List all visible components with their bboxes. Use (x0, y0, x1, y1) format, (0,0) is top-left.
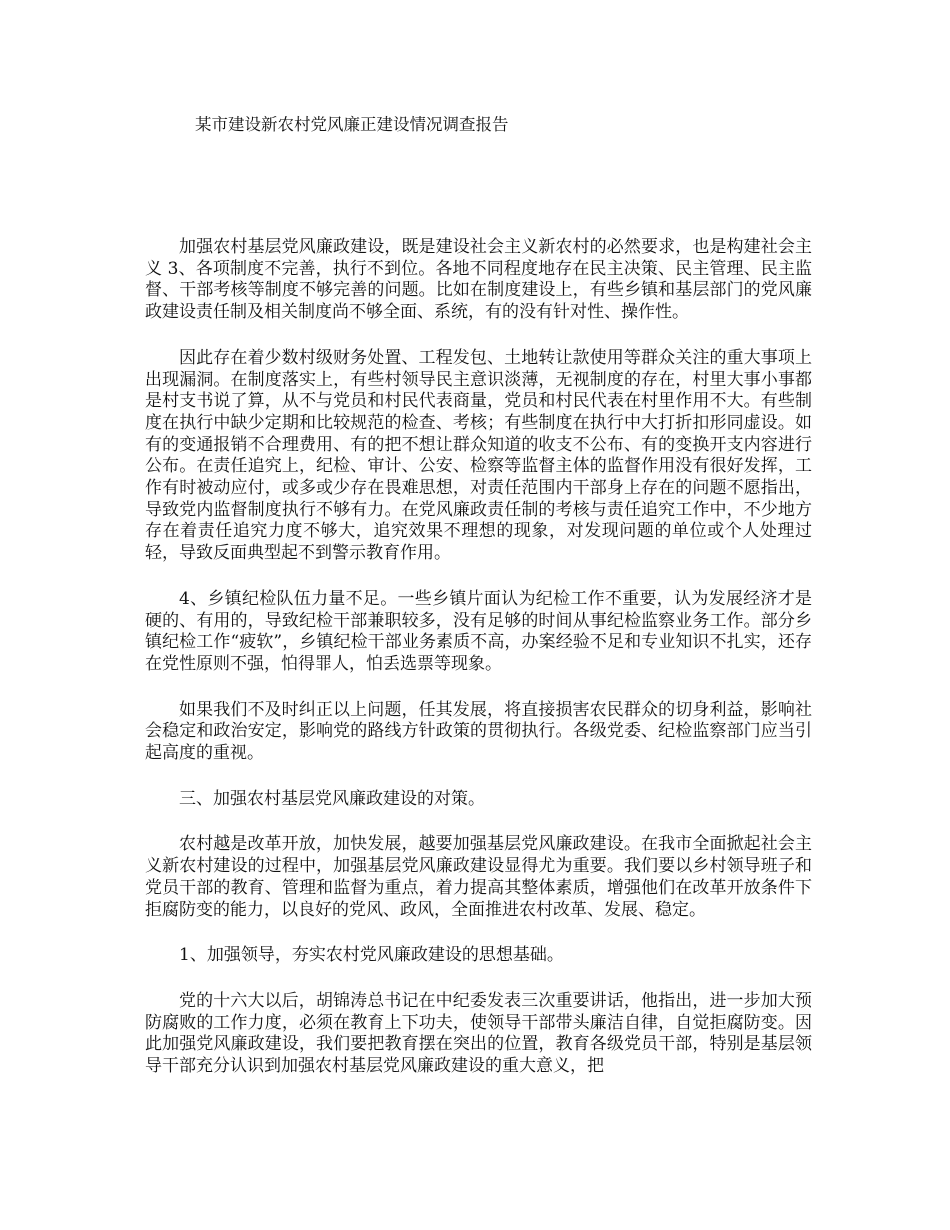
paragraph-4: 如果我们不及时纠正以上问题，任其发展，将直接损害农民群众的切身利益，影响社会稳定和政治安定，影响党的路线方针政策的贯彻执行。各级党委、纪检监察部门应当引起高度的重视。 (145, 699, 812, 764)
paragraph-3: 4、乡镇纪检队伍力量不足。一些乡镇片面认为纪检工作不重要，认为发展经济才是硬的、有用的，导致纪检干部兼职较多，没有足够的时间从事纪检监察业务工作。部分乡镇纪检工作“疲软”，乡镇纪检干部业务素质不高，办案经验不足和专业知识不扎实，还存在党性原则不强，怕得罪人，怕丢选票等现象。 (145, 588, 812, 674)
paragraph-2: 因此存在着少数村级财务处置、工程发包、土地转让款使用等群众关注的重大事项上出现漏洞。在制度落实上，有些村领导民主意识淡薄，无视制度的存在，村里大事小事都是村支书说了算，从不与党员和村民代表商量，党员和村民代表在村里作用不大。有些制度在执行中缺少定期和比较规范的检查、考核；有些制度在执行中大打折扣形同虚设。如有的变通报销不合理费用、有的把不想让群众知道的收支不公布、有的变换开支内容进行公布。在责任追究上，纪检、审计、公安、检察等监督主体的监督作用没有很好发挥，工作有时被动应付，或多或少存在畏难思想，对责任范围内干部身上存在的问题不愿指出，导致党内监督制度执行不够有力。在党风廉政责任制的考核与责任追究工作中，不少地方存在着责任追究力度不够大，追究效果不理想的现象，对发现问题的单位或个人处理过轻，导致反面典型起不到警示教育作用。 (145, 347, 812, 564)
paragraph-6: 农村越是改革开放，加快发展，越要加强基层党风廉政建设。在我市全面掀起社会主义新农村建设的过程中，加强基层党风廉政建设显得尤为重要。我们要以乡村领导班子和党员干部的教育、管理和监督为重点，着力提高其整体素质，增强他们在改革开放条件下拒腐防变的能力，以良好的党风、政风，全面推进农村改革、发展、稳定。 (145, 834, 812, 920)
paragraph-8: 党的十六大以后，胡锦涛总书记在中纪委发表三次重要讲话，他指出，进一步加大预防腐败的工作力度，必须在教育上下功夫，使领导干部带头廉洁自律，自觉拒腐防变。因此加强党风廉政建设，我们要把教育摆在突出的位置，教育各级党员干部，特别是基层领导干部充分认识到加强农村基层党风廉政建设的重大意义，把 (145, 990, 812, 1077)
document-body (145, 237, 812, 1102)
document-title: 某市建设新农村党风廉正建设情况调查报告 (195, 115, 509, 134)
section-heading-countermeasures: 三、加强农村基层党风廉政建设的对策。 (179, 788, 485, 809)
subheading-strengthen-leadership: 1、加强领导，夯实农村党风廉政建设的思想基础。 (179, 945, 564, 966)
paragraph-1: 加强农村基层党风廉政建设，既是建设社会主义新农村的必然要求，也是构建社会主义 3、各项制度不完善，执行不到位。各地不同程度地存在民主决策、民主管理、民主监督、干部考核等制度不够完善的问题。比如在制度建设上，有些乡镇和基层部门的党风廉政建设责任制及相关制度尚不够全面、系统，有的没有针对性、操作性。 (145, 237, 812, 323)
